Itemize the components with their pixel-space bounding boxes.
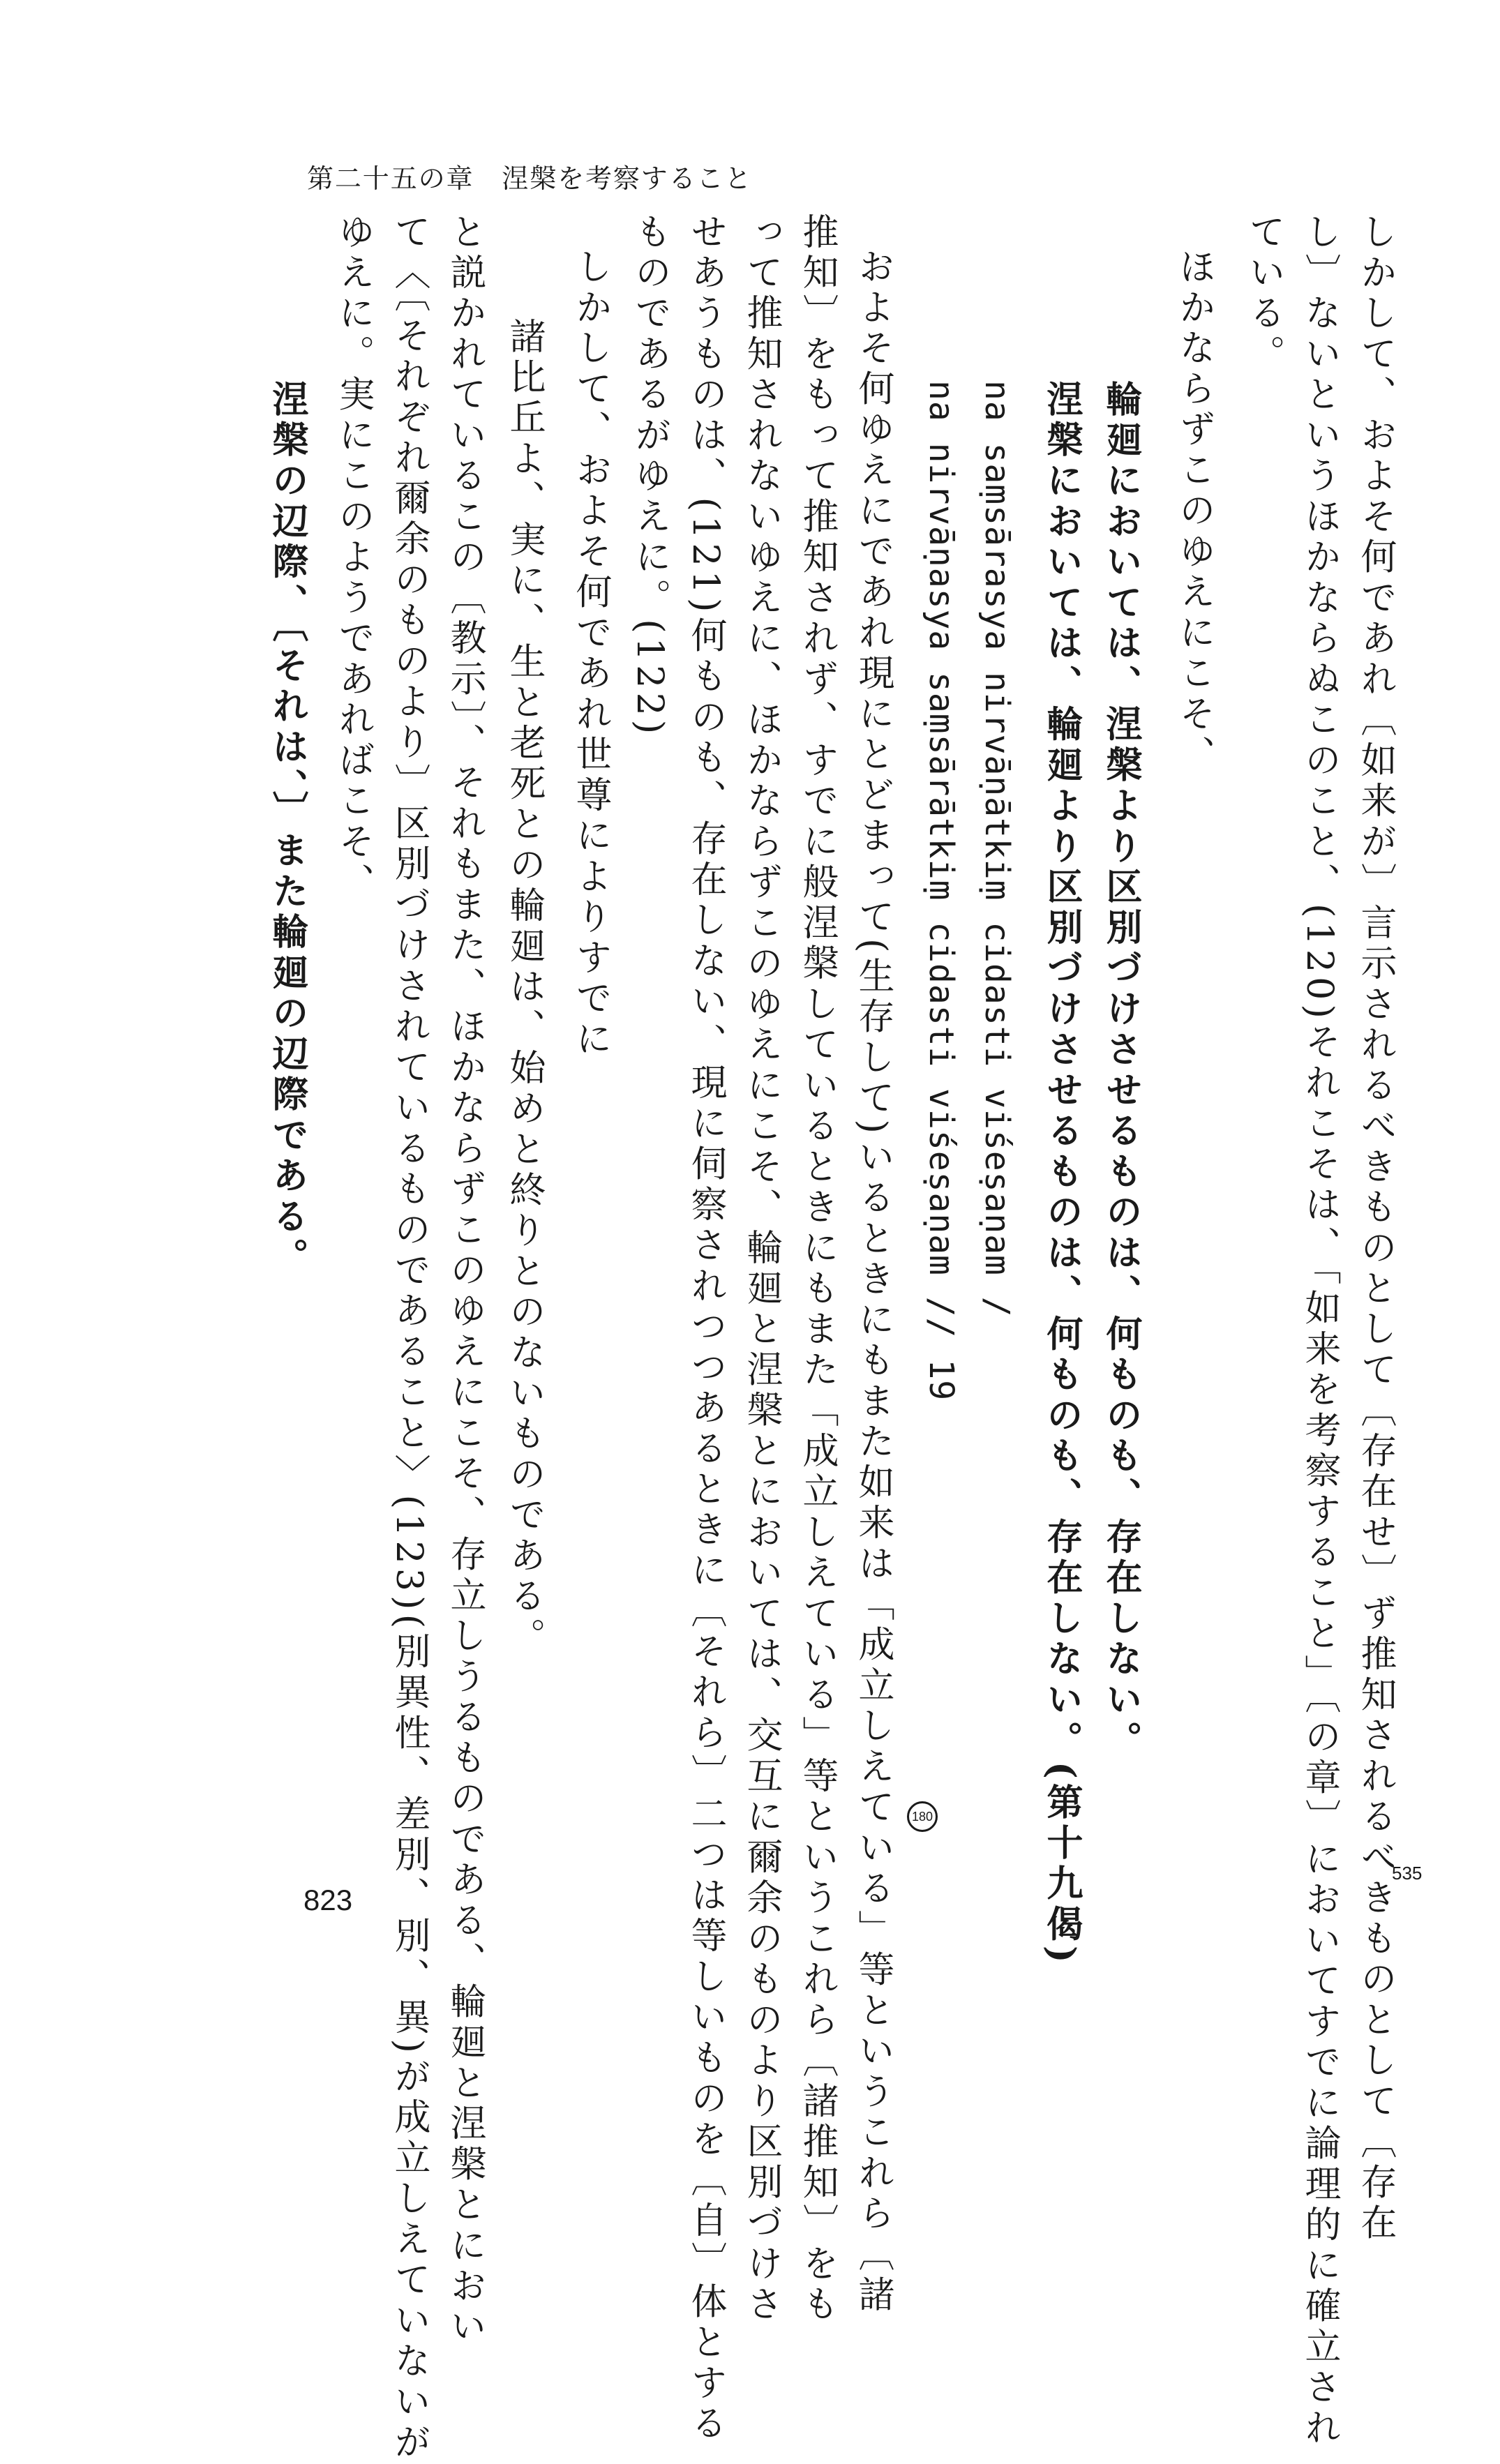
text-column: って推知されないゆえに、ほかならずこのゆえにこそ、輪廻と涅槃とにおいては、交互に爾余のものより区別づけさ — [740, 213, 782, 2326]
quoted-passage: 諸比丘よ、実に、生と老死との輪廻は、始めと終りとのないものである。 — [503, 317, 545, 1658]
text-column: ものであるがゆえに。(122) — [629, 213, 670, 739]
verse-line: 涅槃の辺際、〔それは、〕また輪廻の辺際である。 — [266, 380, 308, 1279]
text-column: と説かれているこの〔教示〕、それもまた、ほかならずこのゆえにこそ、存立しうるものである、輪廻と涅槃とにおい — [444, 213, 486, 2348]
text-column: ほかならずこのゆえにこそ、 — [1173, 248, 1215, 776]
circled-marker: 180 — [907, 1801, 938, 1832]
text-column: ゆえに。実にこのようであればこそ、 — [332, 213, 374, 904]
sanskrit-line: na nirvāṇasya saṃsārātkiṃ cidasti viśeṣaṇam // 19 — [922, 380, 961, 1402]
verse-line: 輪廻においては、涅槃より区別づけさせるものは、何ものも、存在しない。 — [1100, 380, 1142, 1762]
page-number: 823 — [303, 1884, 353, 1916]
verse-line: 涅槃においては、輪廻より区別づけさせるものは、何ものも、存在しない。(第十九偈) — [1040, 380, 1083, 1967]
text-column: ている。 — [1243, 213, 1284, 375]
text-column: およそ何ゆえにであれ現にとどまって(生存して)いるときにもまた如来は「成立しえている」等というこれら〔諸 — [852, 248, 894, 2317]
text-column: しかして、およそ何であれ世尊によりすでに — [569, 248, 611, 1060]
margin-page-number: 535 — [1392, 1863, 1423, 1884]
text-column: 推知〕をもって推知されず、すでに般涅槃しているときにもまた「成立しえている」等というこれら〔諸推知〕をも — [796, 213, 838, 2326]
text-column: しかして、およそ何であれ〔如来が〕言示されるべきものとして〔存在せ〕ず推知されるべきものとして〔存在 — [1354, 213, 1396, 2244]
text-column: せあうものは、(121)何ものも、存在しない、現に伺察されつつあるときに〔それら〕二つは等しいものを〔自〕体とする — [684, 213, 726, 2445]
sanskrit-line: na saṃsārasya nirvāṇātkiṃ cidasti viśeṣaṇam / — [977, 380, 1017, 1318]
text-column: て〈〔それぞれ爾余のものより〕区別づけされているものであること〉(123)(別異性、差別、別、異)が成立しえていないが — [388, 213, 430, 2464]
running-header: 第二十五の章 涅槃を考察すること — [307, 163, 753, 194]
text-column: し〕ないというほかならぬこのこと、(120)それこそは、「如来を考察すること」〔の章〕においてすでに論理的に確立され — [1298, 213, 1340, 2449]
